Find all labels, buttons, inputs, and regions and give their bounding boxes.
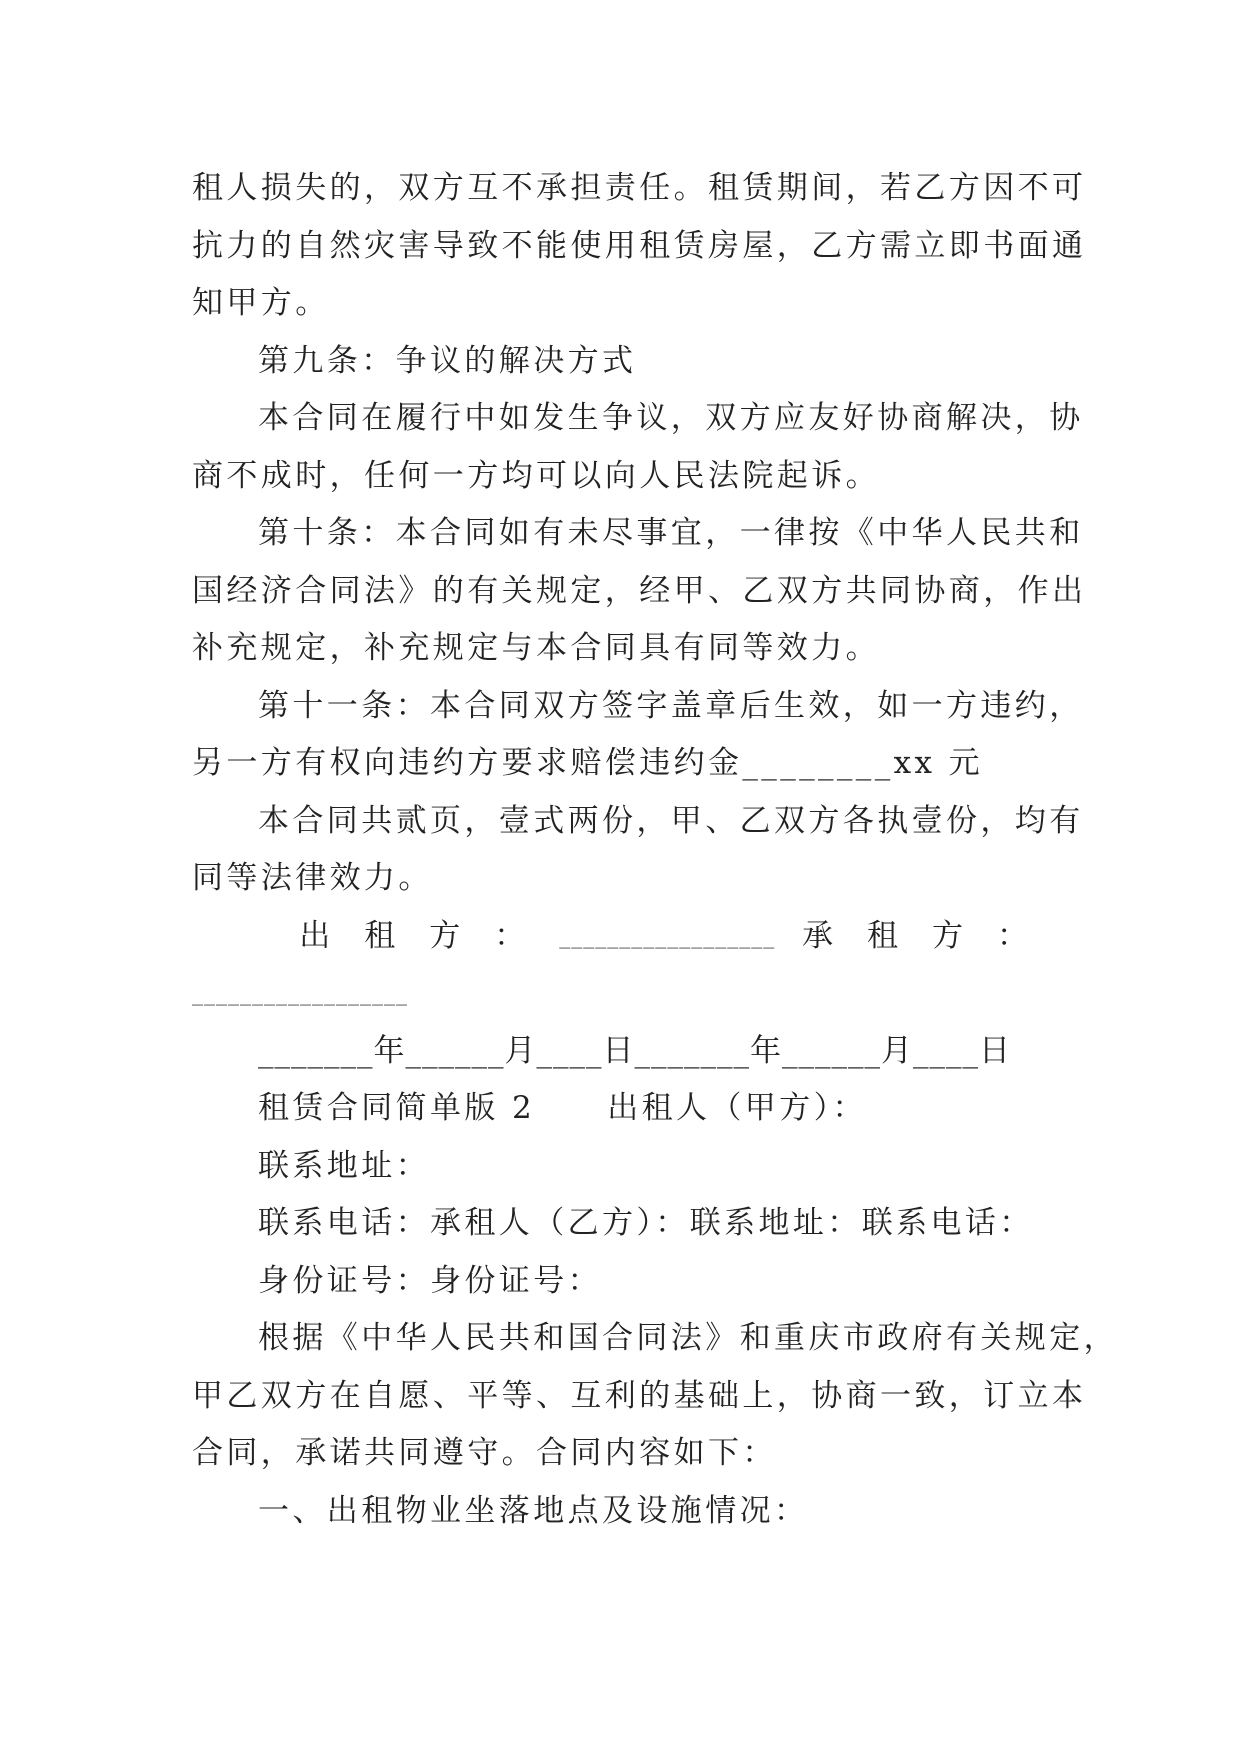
text-line: 联系地址：	[258, 1147, 430, 1184]
text-line: 商不成时，任何一方均可以向人民法院起诉。	[192, 457, 880, 494]
text-line: 补充规定，补充规定与本合同具有同等效力。	[192, 630, 880, 666]
text-line: 根据《中华人民共和国合同法》和重庆市政府有关规定，	[258, 1320, 1118, 1356]
lessee-blank-line	[192, 965, 1062, 1023]
lessee-label: 承租方：	[802, 917, 1062, 954]
text-line: 第十条：本合同如有未尽事宜，一律按《中华人民共和	[258, 515, 1084, 551]
lessor-label: 出租方：	[299, 917, 560, 954]
text-line: 国经济合同法》的有关规定，经甲、乙双方共同协商，作出	[192, 572, 1087, 609]
version-title: 租赁合同简单版 2	[258, 1090, 536, 1126]
lessor-blank: __________________	[559, 923, 776, 949]
signature-line	[192, 908, 1062, 966]
text-line: 本合同共贰页，壹式两份，甲、乙双方各执壹份，均有	[258, 802, 1084, 839]
text-line: 本合同在履行中如发生争议，双方应友好协商解决，协	[258, 400, 1084, 436]
text-line: 另一方有权向违约方要求赔偿违约金________xx 元	[192, 745, 984, 781]
text-line: 抗力的自然灾害导致不能使用租赁房屋，乙方需立即书面通	[192, 227, 1087, 264]
text-line: 甲乙双方在自愿、平等、互利的基础上，协商一致，订立本	[192, 1377, 1087, 1414]
section-heading: 一、出租物业坐落地点及设施情况：	[258, 1492, 809, 1529]
date-line: _______年______月____日_______年______月____日	[258, 1032, 1011, 1069]
text-line: 同等法律效力。	[192, 860, 433, 896]
article-heading: 第九条：争议的解决方式	[258, 342, 637, 379]
document-page	[192, 160, 1118, 1540]
text-line: 合同，承诺共同遵守。合同内容如下：	[192, 1435, 777, 1471]
lessor-party: 出租人（甲方）：	[607, 1090, 867, 1126]
text-line: 租人损失的，双方互不承担责任。租赁期间，若乙方因不可	[192, 170, 1087, 206]
text-line: 知甲方。	[192, 285, 330, 321]
lessee-blank: __________________	[192, 981, 408, 1006]
version-line	[192, 1080, 1062, 1138]
text-line: 身份证号：身份证号：	[258, 1262, 602, 1299]
text-line: 第十一条：本合同双方签字盖章后生效，如一方违约，	[258, 687, 1084, 724]
text-line: 联系电话：承租人（乙方）：联系地址：联系电话：	[258, 1205, 1034, 1241]
